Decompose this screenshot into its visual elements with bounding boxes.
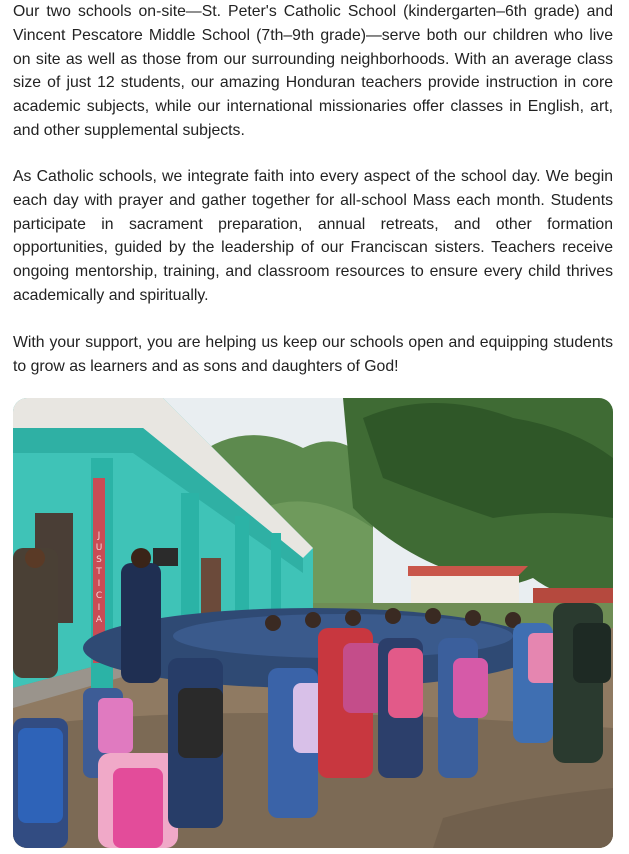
pillar-text: J U S T I C I A: [95, 531, 103, 625]
school-assembly-photo: [13, 398, 613, 848]
paragraph-schools: Our two schools on-site—St. Peter's Catholic School (kindergarten–6th grade) and Vincent Pescatore Middle School (7th–9th grade)—serve both our children who live on site as well as those from our surrounding neighborhoods. With an average class size of just 12 students, our amazing Honduran teachers provide instruction in core academic subjects, while our international missionaries offer classes in English, art, and other supplemental subjects.: [13, 3, 613, 139]
paragraph-faith: As Catholic schools, we integrate faith into every aspect of the school day. We begin each day with prayer and gather together for all-school Mass each month. Students participate in sacrament preparation, annual retreats, and other formation opportunities, guided by the leadership of our Franciscan sisters. Teachers receive ongoing mentorship, training, and classroom resources to ensure every child thrives academically and spiritually.: [13, 168, 613, 304]
paragraph-support: With your support, you are helping us keep our schools open and equipping students to grow as learners and as sons and daughters of God!: [13, 334, 613, 375]
